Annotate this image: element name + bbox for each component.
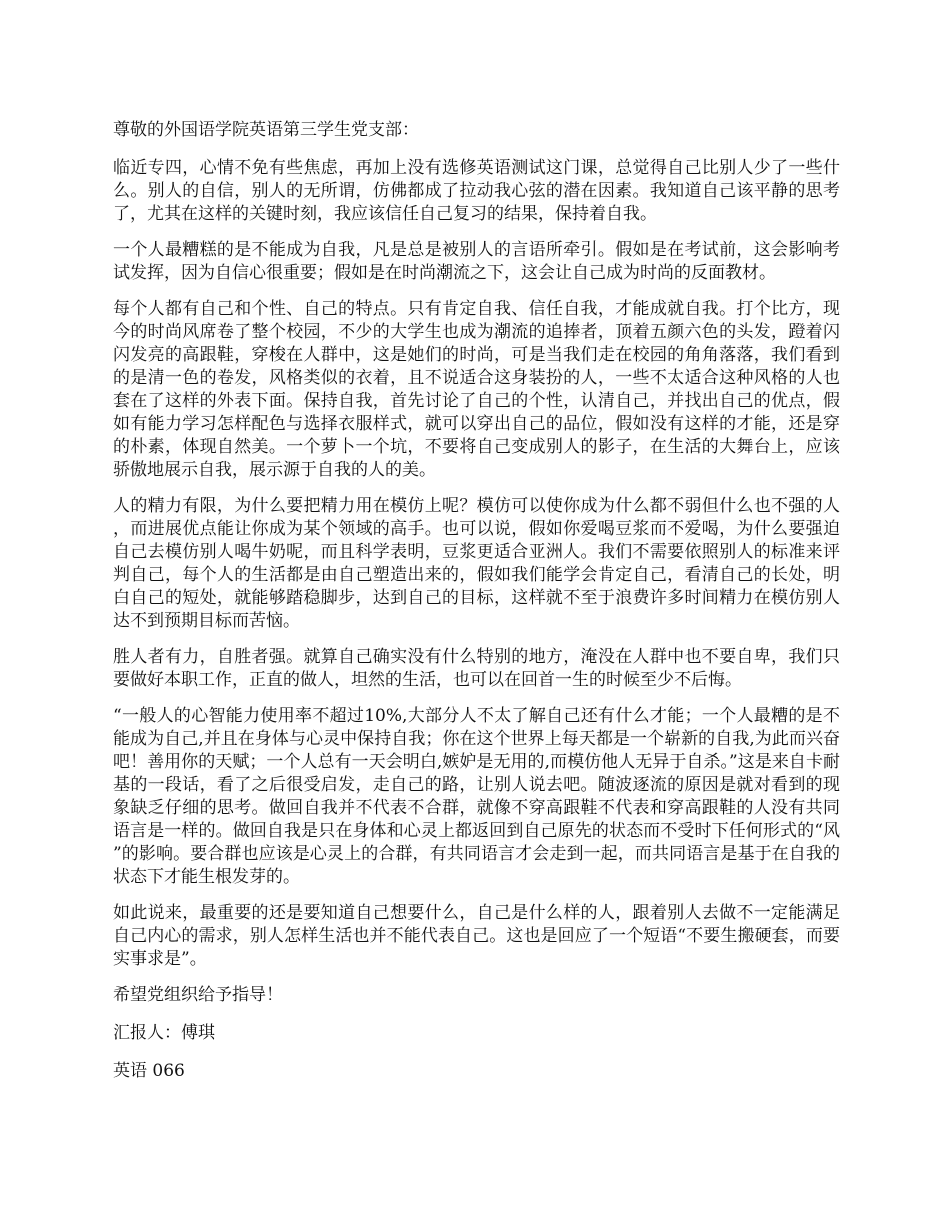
paragraph-7: 如此说来，最重要的还是要知道自己想要什么，自己是什么样的人，跟着别人去做不一定能满足自己内心的需求，别人怎样生活也并不能代表自己。这也是回应了一个短语“不要生搬硬套，而要实事求是”。: [113, 903, 840, 969]
paragraph-1: 临近专四，心情不免有些焦虑，再加上没有选修英语测试这门课，总觉得自己比别人少了一些什么。别人的自信，别人的无所谓，仿佛都成了拉动我心弦的潜在因素。我知道自己该平静的思考了，尤其在这样的关键时刻，我应该信任自己复习的结果，保持着自我。: [113, 158, 840, 224]
letter-body: [113, 119, 840, 1098]
paragraph-4: 人的精力有限，为什么要把精力用在模仿上呢？模仿可以使你成为什么都不弱但什么也不强的人，而进展优点能让你成为某个领域的高手。也可以说，假如你爱喝豆浆而不爱喝，为什么要强迫自己去模仿别人喝牛奶呢，而且科学表明，豆浆更适合亚洲人。我们不需要依照别人的标准来评判自己，每个人的生活都是由自己塑造出来的，假如我们能学会肯定自己，看清自己的长处，明白自己的短处，就能够踏稳脚步，达到自己的目标，这样就不至于浪费许多时间精力在模仿别人达不到预期目标而苦恼。: [113, 496, 840, 631]
closing-line: 希望党组织给予指导！: [113, 985, 283, 1005]
class-id: 英语 066: [113, 1061, 185, 1081]
paragraph-5: 胜人者有力，自胜者强。就算自己确实没有什么特别的地方，淹没在人群中也不要自卑，我们只要做好本职工作，正直的做人，坦然的生活，也可以在回首一生的时候至少不后悔。: [113, 647, 840, 690]
paragraph-3: 每个人都有自己和个性、自己的特点。只有肯定自我、信任自我，才能成就自我。打个比方，现今的时尚风席卷了整个校园，不少的大学生也成为潮流的追捧者，顶着五颜六色的头发，蹬着闪闪发亮的高跟鞋，穿梭在人群中，这是她们的时尚，可是当我们走在校园的角角落落，我们看到的是清一色的卷发，风格类似的衣着，且不说适合这身装扮的人，一些不太适合这种风格的人也套在了这样的外表下面。保持自我，首先讨论了自己的个性，认清自己，并找出自己的优点，假如有能力学习怎样配色与选择衣服样式，就可以穿出自己的品位，假如没有这样的才能，还是穿的朴素，体现自然美。一个萝卜一个坑，不要将自己变成别人的影子，在生活的大舞台上，应该骄傲地展示自我，展示源于自我的人的美。: [113, 299, 840, 480]
salutation: 尊敬的外国语学院英语第三学生党支部：: [113, 120, 419, 140]
paragraph-6: “一般人的心智能力使用率不超过10%,大部分人不太了解自己还有什么才能；一个人最糟的是不能成为自己,并且在身体与心灵中保持自我；你在这个世界上每天都是一个崭新的自我,为此而兴奋吧！善用你的天赋；一个人总有一天会明白,嫉妒是无用的,而模仿他人无异于自杀。”这是来自卡耐基的一段话，看了之后很受启发，走自己的路，让别人说去吧。随波逐流的原因是就对看到的现象缺乏仔细的思考。做回自我并不代表不合群，就像不穿高跟鞋不代表和穿高跟鞋的人没有共同语言是一样的。做回自我是只在身体和心灵上都返回到自己原先的状态而不受时下任何形式的“风”的影响。要合群也应该是心灵上的合群，有共同语言才会走到一起，而共同语言是基于在自我的状态下才能生根发芽的。: [113, 706, 840, 887]
paragraph-2: 一个人最糟糕的是不能成为自我，凡是总是被别人的言语所牵引。假如是在考试前，这会影响考试发挥，因为自信心很重要；假如是在时尚潮流之下，这会让自己成为时尚的反面教材。: [113, 240, 840, 283]
reporter-signature: 汇报人：傅琪: [113, 1023, 215, 1043]
